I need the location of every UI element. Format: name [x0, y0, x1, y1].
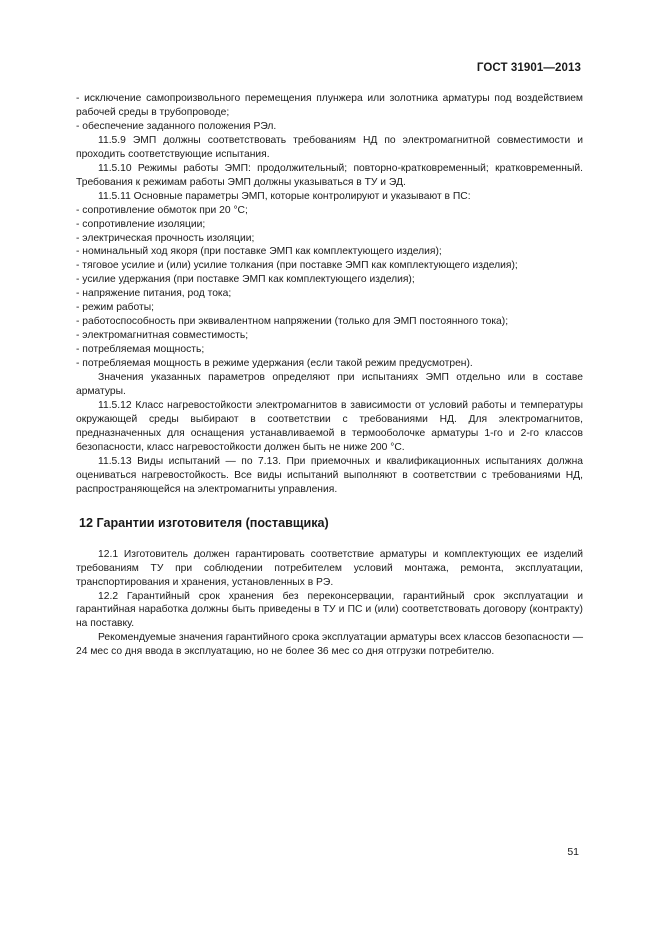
paragraph: - номинальный ход якоря (при поставке ЭМП как комплектующего изделия); — [76, 246, 442, 258]
paragraph: - потребляемая мощность в режиме удержания (если такой режим предусмотрен). — [76, 358, 473, 370]
paragraph: - исключение самопроизвольного перемещения плунжера или золотника арматуры под воздействием рабочей среды в трубопроводе; — [76, 93, 583, 118]
paragraph: 11.5.11 Основные параметры ЭМП, которые контролируют и указывают в ПС: — [98, 190, 471, 202]
document-code-header: ГОСТ 31901—2013 — [476, 62, 581, 74]
paragraph: 12.1 Изготовитель должен гарантировать соответствие арматуры и комплектующих ее изделий требованиям ТУ при соблюдении потребителем условий монтажа, ремонта, эксплуатации, транспортирования и хранения, установленных в РЭ. — [76, 548, 583, 588]
paragraph: 11.5.13 Виды испытаний — по 7.13. При приемочных и квалификационных испытаниях должна оцениваться нагревостойкость. Все виды испытаний выполняют в соответствии с требованиями НД, распространяющейся на электромагниты управления. — [76, 455, 583, 495]
paragraph: - режим работы; — [76, 302, 155, 314]
paragraph: - напряжение питания, род тока; — [76, 288, 232, 300]
paragraph: - обеспечение заданного положения РЭл. — [76, 120, 277, 132]
paragraph: - электрическая прочность изоляции; — [76, 232, 255, 244]
paragraph: 11.5.10 Режимы работы ЭМП: продолжительный; повторно-кратковременный; кратковременный. Требования к режимам работы ЭМП должны указываться в ТУ и ЭД. — [76, 162, 583, 188]
paragraph: - работоспособность при эквивалентном напряжении (только для ЭМП постоянного тока); — [76, 316, 509, 328]
paragraph: - сопротивление обмоток при 20 °С; — [76, 204, 248, 216]
paragraph: 11.5.12 Класс нагревостойкости электромагнитов в зависимости от условий работы и температуры окружающей среды выбирают в соответствии с требованиями НД. Для электромагнитов, предназначенных для оснащения устанавливаемой в термооболочке арматуры 1-го и 2-го классов безопасности, класс нагревостойкости должен быть не ниже 200 °С. — [76, 399, 583, 453]
page-number: 51 — [567, 846, 579, 858]
paragraph: 11.5.9 ЭМП должны соответствовать требованиям НД по электромагнитной совместимости и проходить соответствующие испытания. — [76, 134, 583, 160]
document-body — [76, 92, 583, 659]
paragraphs-block-top — [76, 92, 583, 497]
paragraphs-block-bottom — [76, 548, 583, 660]
paragraph: - сопротивление изоляции; — [76, 218, 206, 230]
paragraph: - электромагнитная совместимость; — [76, 330, 249, 342]
paragraph: - потребляемая мощность; — [76, 344, 205, 356]
paragraph: 12.2 Гарантийный срок хранения без переконсервации, гарантийный срок эксплуатации и гарантийная наработка должны быть приведены в ТУ и ПС и (или) соответствовать договору (контракту) на поставку. — [76, 590, 583, 630]
paragraph: Значения указанных параметров определяют при испытаниях ЭМП отдельно или в составе арматуры. — [76, 372, 583, 398]
paragraph: - тяговое усилие и (или) усилие толкания (при поставке ЭМП как комплектующего изделия); — [76, 260, 518, 272]
section-title: 12 Гарантии изготовителя (поставщика) — [79, 515, 329, 530]
paragraph: Рекомендуемые значения гарантийного срока эксплуатации арматуры всех классов безопасности — 24 мес со дня ввода в эксплуатацию, но не более 36 мес со дня отгрузки потребителю. — [76, 632, 583, 658]
paragraph: - усилие удержания (при поставке ЭМП как комплектующего изделия); — [76, 274, 415, 286]
